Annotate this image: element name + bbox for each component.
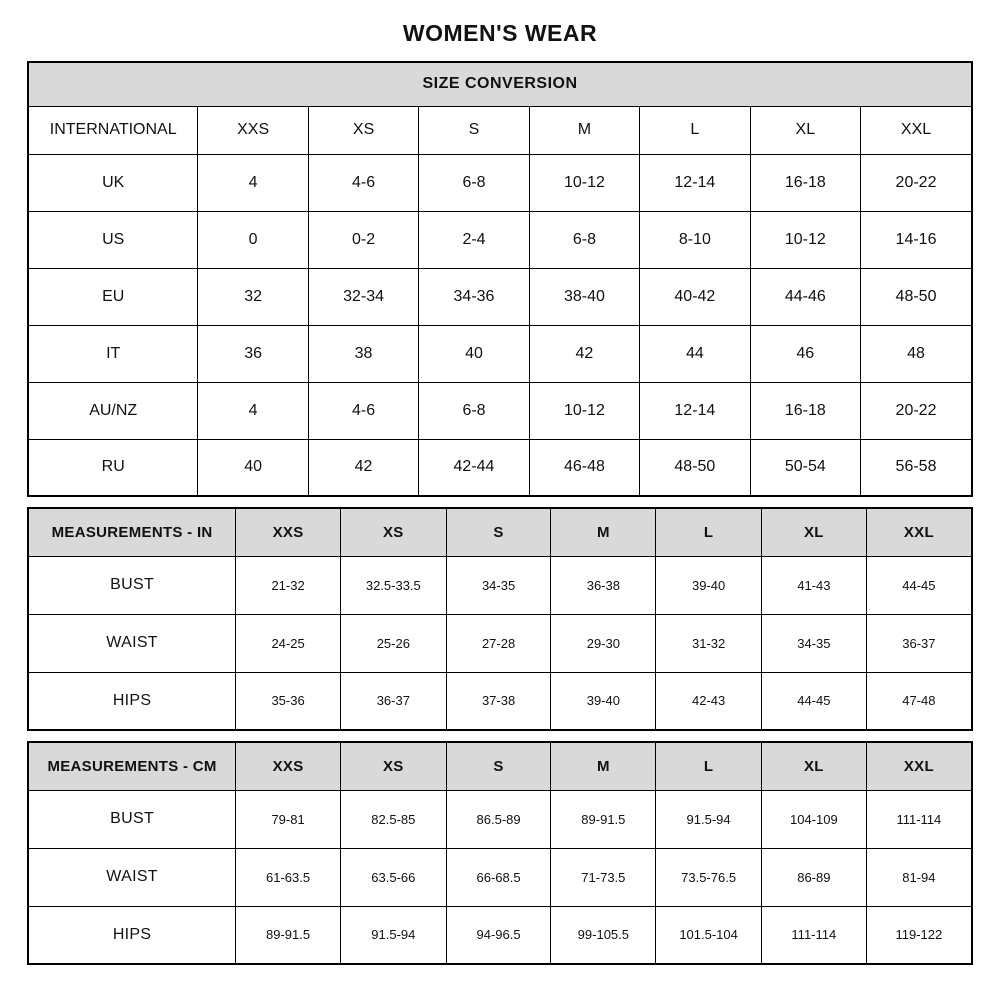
size-cell: 4-6 (308, 382, 418, 439)
measurement-cell: 66-68.5 (446, 848, 551, 906)
table-row (28, 154, 972, 211)
table-row (28, 906, 972, 964)
size-cell: 6-8 (419, 154, 529, 211)
table-row (28, 790, 972, 848)
measurements-in-table (27, 507, 973, 731)
measurement-cell: 25-26 (340, 614, 446, 672)
table-row (28, 106, 972, 154)
table-row (28, 508, 972, 556)
measurement-cell: 47-48 (866, 672, 972, 730)
row-label: IT (28, 325, 198, 382)
size-cell: 6-8 (529, 211, 639, 268)
size-cell: 42-44 (419, 439, 529, 496)
column-header: XL (750, 106, 860, 154)
measurement-cell: 111-114 (761, 906, 866, 964)
size-cell: 42 (529, 325, 639, 382)
page-title: WOMEN'S WEAR (402, 20, 598, 46)
table-row (28, 742, 972, 790)
size-cell: 36 (198, 325, 308, 382)
column-header: L (656, 742, 762, 790)
size-cell: 34-36 (419, 268, 529, 325)
measurement-cell: 94-96.5 (446, 906, 551, 964)
measurement-cell: 73.5-76.5 (656, 848, 762, 906)
table-row (28, 62, 972, 106)
row-label: BUST (28, 556, 236, 614)
size-cell: 20-22 (861, 382, 972, 439)
column-header: S (419, 106, 529, 154)
size-conversion-title: SIZE CONVERSION (28, 62, 972, 106)
column-header: M (551, 508, 656, 556)
column-header: XL (761, 508, 866, 556)
column-header: S (446, 508, 551, 556)
size-cell: 14-16 (861, 211, 972, 268)
measurement-cell: 71-73.5 (551, 848, 656, 906)
row-label: AU/NZ (28, 382, 198, 439)
size-cell: 12-14 (640, 382, 750, 439)
measurement-cell: 99-105.5 (551, 906, 656, 964)
size-cell: 8-10 (640, 211, 750, 268)
table-row (28, 556, 972, 614)
size-cell: 10-12 (529, 382, 639, 439)
column-header: XXS (236, 508, 341, 556)
size-conversion-table (27, 61, 973, 497)
measurement-cell: 42-43 (656, 672, 762, 730)
table-row (28, 672, 972, 730)
measurement-cell: 101.5-104 (656, 906, 762, 964)
size-cell: 40 (419, 325, 529, 382)
measurement-cell: 91.5-94 (656, 790, 762, 848)
size-cell: 48-50 (861, 268, 972, 325)
size-cell: 44-46 (750, 268, 860, 325)
measurement-cell: 89-91.5 (236, 906, 341, 964)
measurement-cell: 35-36 (236, 672, 341, 730)
measurement-cell: 36-38 (551, 556, 656, 614)
size-cell: 40 (198, 439, 308, 496)
measurements-cm-table (27, 741, 973, 965)
size-cell: 12-14 (640, 154, 750, 211)
column-header: XXL (861, 106, 972, 154)
row-label: WAIST (28, 614, 236, 672)
column-header: MEASUREMENTS - CM (28, 742, 236, 790)
row-label: EU (28, 268, 198, 325)
measurement-cell: 37-38 (446, 672, 551, 730)
size-cell: 4 (198, 154, 308, 211)
measurement-cell: 31-32 (656, 614, 762, 672)
size-cell: 42 (308, 439, 418, 496)
measurement-cell: 63.5-66 (340, 848, 446, 906)
size-cell: 50-54 (750, 439, 860, 496)
size-cell: 16-18 (750, 382, 860, 439)
column-header: M (529, 106, 639, 154)
column-header: L (640, 106, 750, 154)
size-cell: 38-40 (529, 268, 639, 325)
measurement-cell: 86-89 (761, 848, 866, 906)
measurement-cell: 41-43 (761, 556, 866, 614)
size-cell: 16-18 (750, 154, 860, 211)
measurement-cell: 86.5-89 (446, 790, 551, 848)
measurement-cell: 27-28 (446, 614, 551, 672)
measurement-cell: 39-40 (551, 672, 656, 730)
measurement-cell: 44-45 (761, 672, 866, 730)
size-cell: 0 (198, 211, 308, 268)
measurement-cell: 44-45 (866, 556, 972, 614)
measurement-cell: 34-35 (761, 614, 866, 672)
size-cell: 2-4 (419, 211, 529, 268)
measurement-cell: 34-35 (446, 556, 551, 614)
row-label: UK (28, 154, 198, 211)
row-label: RU (28, 439, 198, 496)
size-cell: 6-8 (419, 382, 529, 439)
size-cell: 32-34 (308, 268, 418, 325)
column-header: S (446, 742, 551, 790)
measurement-cell: 111-114 (866, 790, 972, 848)
measurement-cell: 81-94 (866, 848, 972, 906)
measurement-cell: 91.5-94 (340, 906, 446, 964)
column-header: XS (308, 106, 418, 154)
size-cell: 10-12 (750, 211, 860, 268)
column-header: XL (761, 742, 866, 790)
measurement-cell: 32.5-33.5 (340, 556, 446, 614)
row-label: HIPS (28, 672, 236, 730)
row-label: WAIST (28, 848, 236, 906)
row-label: BUST (28, 790, 236, 848)
measurement-cell: 119-122 (866, 906, 972, 964)
measurement-cell: 82.5-85 (340, 790, 446, 848)
column-header: XXS (198, 106, 308, 154)
measurement-cell: 36-37 (340, 672, 446, 730)
size-cell: 32 (198, 268, 308, 325)
measurement-cell: 21-32 (236, 556, 341, 614)
size-cell: 48-50 (640, 439, 750, 496)
size-cell: 46-48 (529, 439, 639, 496)
size-cell: 46 (750, 325, 860, 382)
column-header: M (551, 742, 656, 790)
table-row (28, 211, 972, 268)
column-header: XXL (866, 508, 972, 556)
table-row (28, 268, 972, 325)
column-header: XXL (866, 742, 972, 790)
column-header: INTERNATIONAL (28, 106, 198, 154)
size-cell: 38 (308, 325, 418, 382)
row-label: HIPS (28, 906, 236, 964)
size-cell: 20-22 (861, 154, 972, 211)
size-cell: 48 (861, 325, 972, 382)
column-header: L (656, 508, 762, 556)
measurement-cell: 89-91.5 (551, 790, 656, 848)
size-cell: 40-42 (640, 268, 750, 325)
row-label: US (28, 211, 198, 268)
measurement-cell: 36-37 (866, 614, 972, 672)
size-cell: 0-2 (308, 211, 418, 268)
size-cell: 10-12 (529, 154, 639, 211)
column-header: XXS (236, 742, 341, 790)
size-cell: 4-6 (308, 154, 418, 211)
table-row (28, 439, 972, 496)
table-row (28, 325, 972, 382)
size-cell: 44 (640, 325, 750, 382)
measurement-cell: 39-40 (656, 556, 762, 614)
measurement-cell: 24-25 (236, 614, 341, 672)
size-cell: 4 (198, 382, 308, 439)
column-header: MEASUREMENTS - IN (28, 508, 236, 556)
size-cell: 56-58 (861, 439, 972, 496)
measurement-cell: 79-81 (236, 790, 341, 848)
measurement-cell: 61-63.5 (236, 848, 341, 906)
table-row (28, 382, 972, 439)
measurement-cell: 29-30 (551, 614, 656, 672)
column-header: XS (340, 742, 446, 790)
column-header: XS (340, 508, 446, 556)
table-row (28, 848, 972, 906)
table-row (28, 614, 972, 672)
measurement-cell: 104-109 (761, 790, 866, 848)
